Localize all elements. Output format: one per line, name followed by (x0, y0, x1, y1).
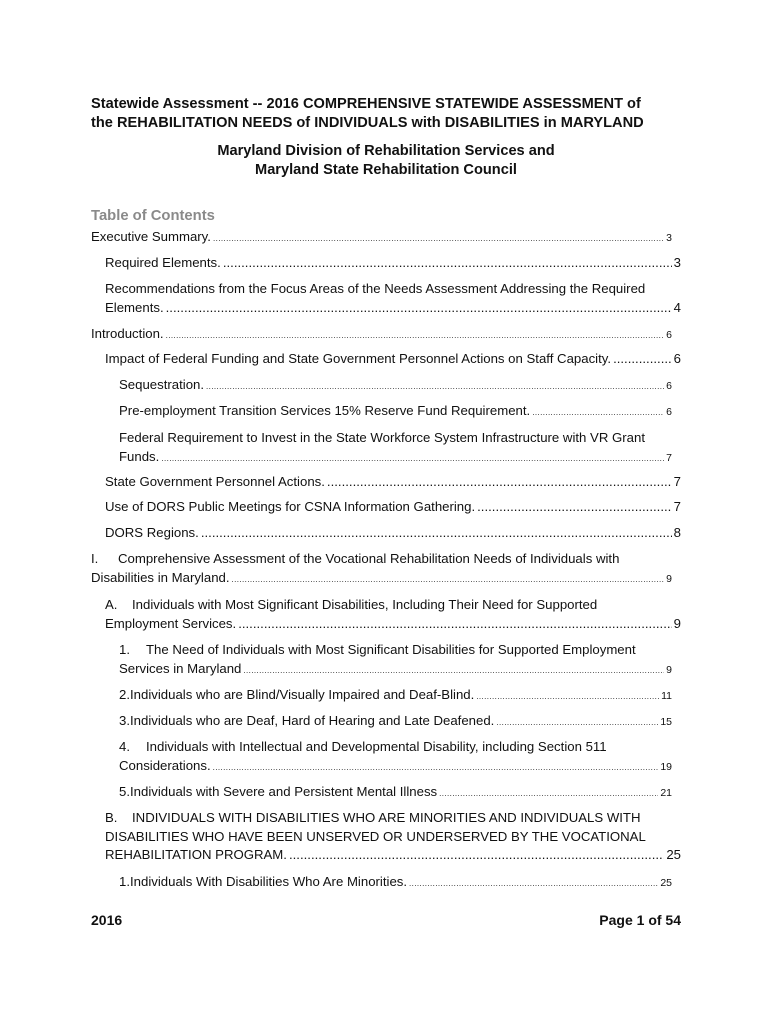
toc-entry-dors-public-meetings[interactable]: Use of DORS Public Meetings for CSNA Information Gathering. ..... 7 (105, 498, 681, 517)
document-page (91, 0, 681, 1024)
toc-entry-section-b[interactable]: B. INDIVIDUALS WITH DISABILITIES WHO ARE MINORITIES AND INDIVIDUALS WITH DISABILITIES WHO HAVE BEEN UNSERVED OR UNDERSERVED BY THE VOCATIONAL REHABILITATION PROGRAM. ..... 25 (105, 809, 681, 865)
toc-entry-state-personnel-actions[interactable]: State Government Personnel Actions. ..... 7 (105, 473, 681, 492)
toc-entry-dors-regions[interactable]: DORS Regions. ..... 8 (105, 524, 681, 543)
toc-entry-a5[interactable]: 5. Individuals with Severe and Persistent Mental Illness ..... 21 (119, 783, 672, 804)
toc-entry-section-a[interactable]: A. Individuals with Most Significant Disabilities, Including Their Need for Supported Employment Services. ..... 9 (105, 596, 681, 633)
toc-entry-section-i[interactable]: I. Comprehensive Assessment of the Vocational Rehabilitation Needs of Individuals with Disabilities in Maryland. ..... 9 (91, 550, 672, 589)
toc-entry-pre-employment[interactable]: Pre-employment Transition Services 15% Reserve Fund Requirement. ..... 6 (119, 402, 672, 423)
toc-entry-a3[interactable]: 3. Individuals who are Deaf, Hard of Hearing and Late Deafened. ..... 15 (119, 712, 672, 733)
toc-entry-b1[interactable]: 1. Individuals With Disabilities Who Are Minorities. ..... 25 (119, 873, 672, 894)
toc-entry-a4[interactable]: 4. Individuals with Intellectual and Developmental Disability, including Section 511 Considerations. ..... 19 (119, 738, 672, 777)
toc-heading: Table of Contents (91, 208, 215, 224)
toc-entry-executive-summary[interactable]: Executive Summary. ..... 3 (91, 228, 672, 249)
page-footer (91, 912, 681, 928)
toc-entry-sequestration[interactable]: Sequestration. ..... 6 (119, 376, 672, 397)
toc-entry-federal-requirement[interactable]: Federal Requirement to Invest in the State Workforce System Infrastructure with VR Grant Funds. ..... 7 (119, 429, 672, 468)
toc-entry-required-elements[interactable]: Required Elements. ..... 3 (105, 254, 681, 273)
footer-page-number: Page 1 of 54 (599, 912, 681, 928)
toc-entry-a2[interactable]: 2. Individuals who are Blind/Visually Impaired and Deaf-Blind. ..... 11 (119, 686, 672, 707)
document-subtitle: Maryland Division of Rehabilitation Services and Maryland State Rehabilitation Council (217, 143, 555, 178)
toc-entry-recommendations[interactable]: Recommendations from the Focus Areas of the Needs Assessment Addressing the Required Elements. ..... 4 (105, 280, 681, 317)
toc-entry-introduction[interactable]: Introduction. ..... 6 (91, 325, 672, 346)
footer-year: 2016 (91, 912, 123, 928)
toc-entry-impact-federal-funding[interactable]: Impact of Federal Funding and State Government Personnel Actions on Staff Capacity. ..... 6 (105, 350, 681, 369)
toc-entry-a1[interactable]: 1. The Need of Individuals with Most Significant Disabilities for Supported Employment Services in Maryland ..... 9 (119, 641, 672, 680)
document-title: Statewide Assessment -- 2016 COMPREHENSIVE STATEWIDE ASSESSMENT of the REHABILITATION NEEDS of INDIVIDUALS with DISABILITIES in MARYLAND (91, 96, 644, 131)
